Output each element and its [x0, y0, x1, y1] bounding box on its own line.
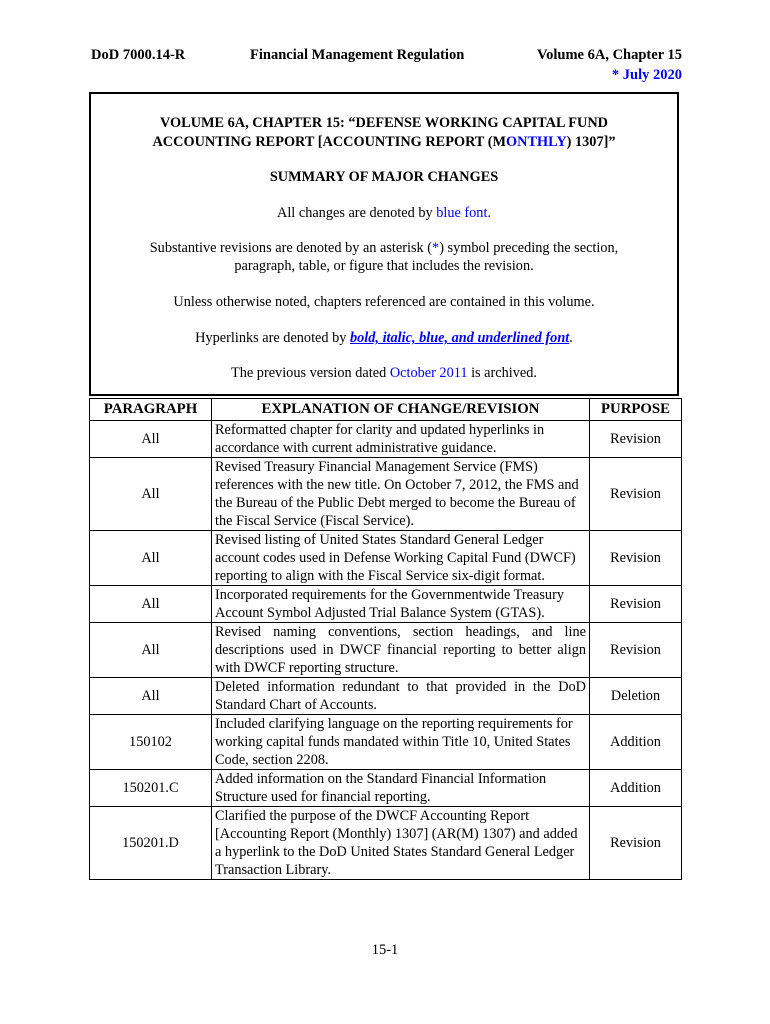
purpose-cell: Revision [590, 421, 682, 458]
asterisk-symbol: * [432, 240, 440, 256]
explanation-cell: Included clarifying language on the reporting requirements for working capital funds mandated within Title 10, United States Code, section 2208. [212, 715, 590, 770]
previous-version-date: October 2011 [389, 365, 468, 381]
explanation-cell: Deleted information redundant to that provided in the DoD Standard Chart of Accounts. [212, 678, 590, 715]
volume-chapter: Volume 6A, Chapter 15 [536, 47, 682, 63]
table-row [90, 586, 682, 623]
purpose-cell: Addition [590, 715, 682, 770]
paragraph-cell: 150201.D [90, 807, 212, 880]
table-row [90, 678, 682, 715]
previous-version-note: The previous version dated October 2011 is archived. [231, 365, 537, 381]
paragraph-cell: 150201.C [90, 770, 212, 807]
changes-note: All changes are denoted by blue font. [277, 205, 491, 221]
hyperlink-sample[interactable]: bold, italic, blue, and underlined font [350, 330, 570, 346]
table-header-row [90, 399, 682, 421]
revision-date: * July 2020 [611, 67, 682, 83]
purpose-cell: Deletion [590, 678, 682, 715]
table-row [90, 715, 682, 770]
explanation-cell: Clarified the purpose of the DWCF Accounting Report [Accounting Report (Monthly) 1307] (AR(M) 1307) and added a hyperlink to the DoD United States Standard General Ledger Transaction Library. [212, 807, 590, 880]
paragraph-header: PARAGRAPH [90, 399, 212, 421]
table-row [90, 531, 682, 586]
chapters-note: Unless otherwise noted, chapters referenced are contained in this volume. [173, 294, 595, 310]
hyperlinks-note: Hyperlinks are denoted by bold, italic, blue, and underlined font. [195, 330, 573, 346]
paragraph-cell: All [90, 623, 212, 678]
purpose-cell: Revision [590, 807, 682, 880]
explanation-header: EXPLANATION OF CHANGE/REVISION [212, 399, 590, 421]
table-row [90, 623, 682, 678]
summary-box [89, 92, 679, 396]
chapter-title [91, 114, 677, 152]
summary-subtitle: SUMMARY OF MAJOR CHANGES [269, 169, 499, 185]
paragraph-cell: 150102 [90, 715, 212, 770]
chapter-title-line1: VOLUME 6A, CHAPTER 15: “DEFENSE WORKING CAPITAL FUND [160, 115, 608, 131]
purpose-cell: Revision [590, 531, 682, 586]
blue-font-sample: blue font. [436, 205, 491, 221]
purpose-cell: Revision [590, 586, 682, 623]
purpose-cell: Addition [590, 770, 682, 807]
purpose-cell: Revision [590, 458, 682, 531]
table-row [90, 421, 682, 458]
paragraph-cell: All [90, 458, 212, 531]
paragraph-cell: All [90, 678, 212, 715]
purpose-cell: Revision [590, 623, 682, 678]
table-row [90, 458, 682, 531]
doc-id: DoD 7000.14-R [91, 47, 186, 63]
table-row [90, 770, 682, 807]
doc-title: Financial Management Regulation [250, 47, 465, 63]
explanation-cell: Revised naming conventions, section headings, and line descriptions used in DWCF financial reporting to better align with DWCF reporting structure. [212, 623, 590, 678]
changes-table [89, 398, 682, 880]
paragraph-cell: All [90, 531, 212, 586]
substantive-note: Substantive revisions are denoted by an asterisk (*) symbol preceding the section, paragraph, table, or figure that includes the revision. [149, 240, 619, 274]
monthly-blue-text: ONTHLY [506, 134, 567, 150]
page-number: 15-1 [371, 942, 399, 958]
paragraph-cell: All [90, 586, 212, 623]
explanation-cell: Revised listing of United States Standard General Ledger account codes used in Defense Working Capital Fund (DWCF) reporting to align with the Fiscal Service six-digit format. [212, 531, 590, 586]
explanation-cell: Revised Treasury Financial Management Service (FMS) references with the new title. On October 7, 2012, the FMS and the Bureau of the Public Debt merged to become the Bureau of the Fiscal Service (Fiscal Service). [212, 458, 590, 531]
explanation-cell: Incorporated requirements for the Governmentwide Treasury Account Symbol Adjusted Trial Balance System (GTAS). [212, 586, 590, 623]
chapter-title-line2: ACCOUNTING REPORT [ACCOUNTING REPORT (MONTHLY) 1307]” [152, 134, 616, 150]
explanation-cell: Reformatted chapter for clarity and updated hyperlinks in accordance with current administrative guidance. [212, 421, 590, 458]
table-row [90, 807, 682, 880]
explanation-cell: Added information on the Standard Financial Information Structure used for financial reporting. [212, 770, 590, 807]
paragraph-cell: All [90, 421, 212, 458]
purpose-header: PURPOSE [590, 399, 682, 421]
